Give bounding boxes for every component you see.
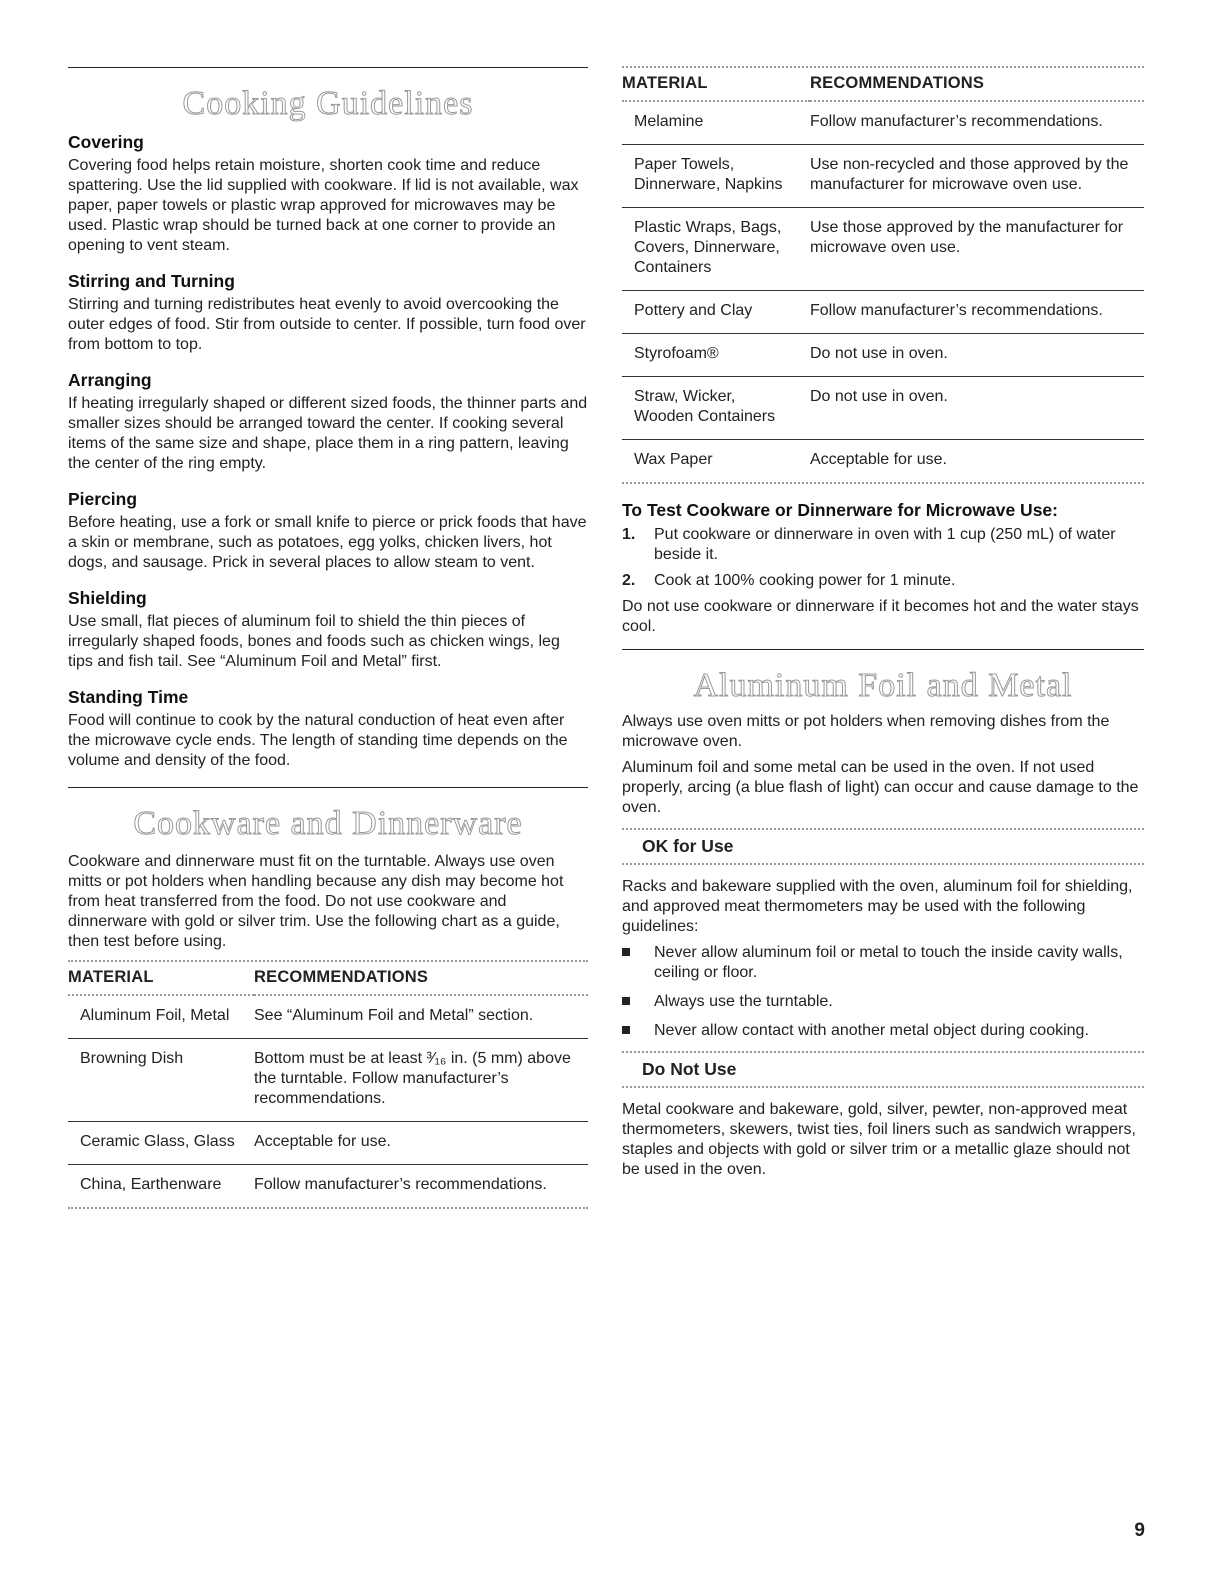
guideline-section	[68, 588, 588, 672]
page-number: 9	[1134, 1520, 1145, 1541]
table-row	[622, 145, 1144, 208]
section-text: Stirring and turning redistributes heat evenly to avoid overcooking the outer edges of food. Stir from outside to center. If possible, turn food over from bottom to top.	[68, 296, 586, 353]
bullet-square-icon	[622, 948, 630, 956]
aluminum-p1: Always use oven mitts or pot holders when removing dishes from the microwave oven.	[622, 713, 1110, 750]
guideline-bullet	[622, 1021, 1144, 1041]
recommendation-cell: Use those approved by the manufacturer for microwave oven use.	[810, 208, 1144, 291]
divider	[68, 67, 588, 68]
section-text: If heating irregularly shaped or different sized foods, the thinner parts and smaller sizes should be arranged toward the center. If cooking several items of the same size and shape, place them in a ring pattern, leaving the center of the ring empty.	[68, 395, 588, 472]
material-table-left	[68, 962, 588, 1207]
recommendation-cell: Follow manufacturer’s recommendations.	[254, 1176, 547, 1193]
material-table-right	[622, 68, 1144, 482]
material-cell: Browning Dish	[68, 1039, 254, 1122]
recommendations-header: RECOMMENDATIONS	[254, 968, 429, 986]
section-heading: Shielding	[68, 588, 147, 608]
material-cell: Ceramic Glass, Glass	[68, 1122, 254, 1165]
section-text: Before heating, use a fork or small knife to pierce or prick foods that have a skin or membrane, such as potatoes, egg yolks, chicken livers, hot dogs, and sausage. Prick in several places to allow steam to vent.	[68, 514, 587, 571]
test-steps	[622, 525, 1144, 591]
table-row	[68, 1165, 588, 1208]
bullet-text: Never allow contact with another metal object during cooking.	[654, 1022, 1089, 1039]
left-column	[68, 0, 588, 1209]
dotted-divider	[622, 1086, 1144, 1088]
material-cell: Wax Paper	[634, 451, 713, 468]
section-text: Use small, flat pieces of aluminum foil to shield the thin pieces of irregularly shaped foods, bones and foods such as chicken wings, leg tips and fish tail. See “Aluminum Foil and Metal” first.	[68, 613, 560, 670]
table-row	[622, 101, 1144, 145]
section-heading: Piercing	[68, 489, 138, 509]
donot-heading: Do Not Use	[642, 1059, 737, 1079]
section-heading: Covering	[68, 132, 144, 152]
dotted-divider	[622, 863, 1144, 865]
test-note: Do not use cookware or dinnerware if it becomes hot and the water stays cool.	[622, 598, 1139, 635]
bullet-text: Never allow aluminum foil or metal to touch the inside cavity walls, ceiling or floor.	[654, 944, 1123, 981]
donot-text: Metal cookware and bakeware, gold, silver, pewter, non-approved meat thermometers, skewers, twist ties, foil liners such as sandwich wrappers, staples and objects with gold or silver trim or a metallic glaze should not be used in the oven.	[622, 1101, 1136, 1178]
material-cell: Straw, Wicker, Wooden Containers	[622, 377, 810, 440]
step-number: 1.	[622, 526, 636, 543]
material-cell: China, Earthenware	[80, 1176, 222, 1193]
test-heading: To Test Cookware or Dinnerware for Microwave Use:	[622, 500, 1058, 520]
material-cell: Melamine	[622, 101, 810, 145]
cooking-guidelines-title: Cooking Guidelines	[182, 85, 474, 122]
ok-text: Racks and bakeware supplied with the oven, aluminum foil for shielding, and approved meat thermometers may be used with the following guidelines:	[622, 878, 1133, 935]
guideline-section	[68, 687, 588, 771]
table-row	[68, 995, 588, 1039]
recommendation-cell: See “Aluminum Foil and Metal” section.	[254, 995, 588, 1039]
step-text: Put cookware or dinnerware in oven with 1 cup (250 mL) of water beside it.	[654, 526, 1116, 563]
recommendation-cell: Bottom must be at least ³⁄₁₆ in. (5 mm) above the turntable. Follow manufacturer’s recommendations.	[254, 1039, 588, 1122]
step-number: 2.	[622, 572, 636, 589]
material-cell: Aluminum Foil, Metal	[68, 995, 254, 1039]
table-row	[622, 377, 1144, 440]
guideline-section	[68, 271, 588, 355]
aluminum-p2: Aluminum foil and some metal can be used in the oven. If not used properly, arcing (a blue flash of light) can occur and cause damage to the oven.	[622, 759, 1139, 816]
recommendation-cell: Do not use in oven.	[810, 334, 1144, 377]
recommendation-cell: Acceptable for use.	[254, 1122, 588, 1165]
bullet-square-icon	[622, 1026, 630, 1034]
test-step	[622, 571, 1144, 591]
recommendation-cell: Do not use in oven.	[810, 377, 1144, 440]
section-text: Covering food helps retain moisture, shorten cook time and reduce spattering. Use the lid supplied with cookware. If lid is not available, wax paper, paper towels or plastic wrap approved for microwaves may be used. Plastic wrap should be turned back at one corner to provide an opening to vent steam.	[68, 157, 579, 254]
material-cell: Plastic Wraps, Bags, Covers, Dinnerware, Containers	[622, 208, 810, 291]
table-row	[622, 334, 1144, 377]
section-heading: Arranging	[68, 370, 152, 390]
ok-heading: OK for Use	[642, 836, 734, 856]
divider	[68, 787, 588, 788]
guideline-bullet	[622, 992, 1144, 1012]
section-heading: Standing Time	[68, 687, 189, 707]
guideline-section	[68, 132, 588, 256]
cooking-guidelines-sections	[68, 132, 588, 771]
table-row	[622, 208, 1144, 291]
recommendation-cell: Use non-recycled and those approved by the manufacturer for microwave oven use.	[810, 145, 1144, 208]
step-text: Cook at 100% cooking power for 1 minute.	[654, 572, 956, 589]
guideline-section	[68, 489, 588, 573]
material-header: MATERIAL	[622, 74, 708, 92]
recommendation-cell: Follow manufacturer’s recommendations.	[810, 101, 1144, 145]
table-row	[622, 291, 1144, 334]
guideline-bullet	[622, 943, 1144, 983]
table-row	[68, 1039, 588, 1122]
table-row	[68, 1122, 588, 1165]
cookware-title: Cookware and Dinnerware	[133, 805, 523, 842]
test-step	[622, 525, 1144, 565]
material-cell: Pottery and Clay	[622, 291, 810, 334]
aluminum-title: Aluminum Foil and Metal	[693, 667, 1073, 704]
material-cell: Styrofoam®	[622, 334, 810, 377]
right-column	[622, 0, 1144, 1180]
dotted-divider	[622, 482, 1144, 484]
table-row	[622, 440, 1144, 483]
bullet-square-icon	[622, 997, 630, 1005]
divider	[622, 649, 1144, 650]
dotted-divider	[68, 1207, 588, 1209]
section-text: Food will continue to cook by the natural conduction of heat even after the microwave cycle ends. The length of standing time depends on the volume and density of the food.	[68, 712, 568, 769]
material-header: MATERIAL	[68, 968, 154, 986]
bullet-text: Always use the turntable.	[654, 993, 833, 1010]
material-cell: Paper Towels, Dinnerware, Napkins	[622, 145, 810, 208]
guideline-section	[68, 370, 588, 474]
section-heading: Stirring and Turning	[68, 271, 235, 291]
recommendations-header: RECOMMENDATIONS	[810, 74, 985, 92]
recommendation-cell: Acceptable for use.	[810, 451, 947, 468]
cookware-intro: Cookware and dinnerware must fit on the turntable. Always use oven mitts or pot holders when handling because any dish may become hot from heat transferred from the food. Do not use cookware and dinnerware with gold or silver trim. Use the following chart as a guide, then test before using.	[68, 853, 564, 950]
ok-guidelines	[622, 943, 1144, 1041]
recommendation-cell: Follow manufacturer’s recommendations.	[810, 291, 1144, 334]
